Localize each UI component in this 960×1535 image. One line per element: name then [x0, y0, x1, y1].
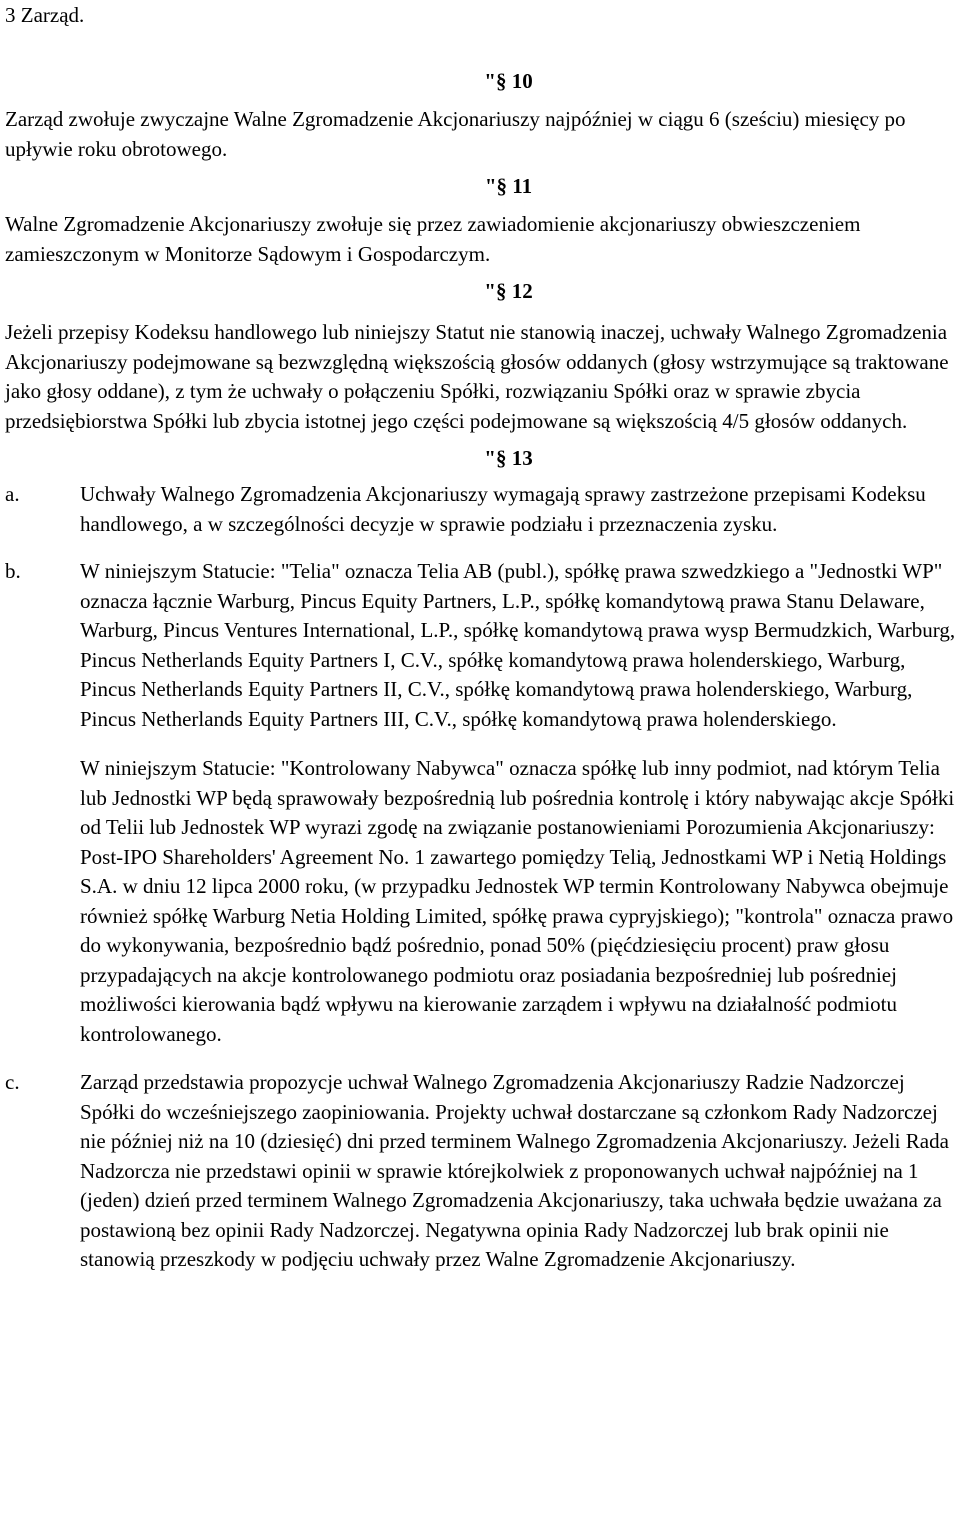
section-heading-11 — [5, 172, 957, 201]
heading-prefix: " — [484, 279, 496, 303]
section-13-list — [5, 480, 957, 734]
list-item-a-text: Uchwały Walnego Zgromadzenia Akcjonariuszy wymagają sprawy zastrzeżone przepisami Kodeksu handlowego, a w szczególności decyzje w sprawie podziału i przeznaczenia zysku. — [80, 482, 926, 536]
section-number: 11 — [512, 174, 533, 198]
list-marker-c: c. — [5, 1070, 20, 1094]
section-text-11: Walne Zgromadzenie Akcjonariuszy zwołuje się przez zawiadomienie akcjonariuszy obwieszczeniem zamieszczonym w Monitorze Sądowym i Gospodarczym. — [5, 212, 861, 266]
heading-prefix: " — [484, 446, 496, 470]
section-text-10: Zarząd zwołuje zwyczajne Walne Zgromadzenie Akcjonariuszy najpóźniej w ciągu 6 (sześciu) miesięcy po upływie roku obrotowego. — [5, 107, 906, 161]
section-number: 12 — [511, 279, 533, 303]
heading-prefix: " — [484, 174, 497, 198]
list-item-b — [5, 557, 957, 734]
section-symbol-icon: § — [495, 279, 507, 303]
section-number: 10 — [511, 69, 533, 93]
list-item-c — [5, 1068, 957, 1275]
document-page — [5, 0, 957, 1275]
list-item-a — [5, 480, 957, 539]
section-symbol-icon: § — [495, 446, 507, 470]
list-marker-a: a. — [5, 482, 20, 506]
section-symbol-icon: § — [495, 69, 507, 93]
section-heading-12 — [5, 277, 957, 306]
list-marker-b: b. — [5, 559, 21, 583]
chapter-heading: 3 Zarząd. — [5, 3, 85, 27]
heading-prefix: " — [484, 69, 496, 93]
section-symbol-icon: § — [496, 174, 508, 198]
section-text-12: Jeżeli przepisy Kodeksu handlowego lub niniejszy Statut nie stanowią inaczej, uchwały Walnego Zgromadzenia Akcjonariuszy podejmowane są bezwzględną większością głosów oddanych (głosy wstrzymujące są traktowane jako głosy oddane), z tym że uchwały o połączeniu Spółki, rozwiązaniu Spółki oraz w sprawie zbycia przedsiębiorstwa Spółki lub zbycia istotnej jego części podejmowane są większością 4/5 głosów oddanych. — [5, 320, 949, 433]
list-item-b-text: W niniejszym Statucie: "Telia" oznacza Telia AB (publ.), spółkę prawa szwedzkiego a "Jednostki WP" oznacza łącznie Warburg, Pincus Equity Partners, L.P., spółkę komandytową prawa Stanu Delaware, Warburg, Pincus Ventures International, L.P., spółkę komandytową prawa wysp Bermudzkich, Warburg, Pincus Netherlands Equity Partners I, C.V., spółkę komandytową prawa holenderskiego, Warburg, Pincus Netherlands Equity Partners II, C.V., spółkę komandytową prawa holenderskiego, Warburg, Pincus Netherlands Equity Partners III, C.V., spółkę komandytową prawa holenderskiego. — [80, 559, 956, 731]
section-number: 13 — [511, 446, 533, 470]
section-13-list-cont — [5, 1068, 957, 1275]
section-heading-13 — [5, 444, 957, 473]
section-heading-10 — [5, 67, 957, 96]
list-item-c-text: Zarząd przedstawia propozycje uchwał Walnego Zgromadzenia Akcjonariuszy Radzie Nadzorczej Spółki do wcześniejszego zaopiniowania. Projekty uchwał dostarczane są członkom Rady Nadzorczej nie później niż na 10 (dziesięć) dni przed terminem Walnego Zgromadzenia Akcjonariuszy. Jeżeli Rada Nadzorcza nie przedstawi opinii w sprawie którejkolwiek z proponowanych uchwał najpóźniej na 1 (jeden) dzień przed terminem Walnego Zgromadzenia Akcjonariuszy, taka uchwała będzie uważana za postawioną bez opinii Rady Nadzorczej. Negatywna opinia Rady Nadzorczej lub brak opinii nie stanowią przeszkody w podjęciu uchwały przez Walne Zgromadzenie Akcjonariuszy. — [80, 1070, 949, 1271]
list-item-b-continuation: W niniejszym Statucie: "Kontrolowany Nabywca" oznacza spółkę lub inny podmiot, nad którym Telia lub Jednostki WP będą sprawowały bezpośrednią lub pośrednia kontrolę i który nabywając akcje Spółki od Telii lub Jednostek WP wyrazi zgodę na związanie postanowieniami Porozumienia Akcjonariuszy: Post-IPO Shareholders' Agreement No. 1 zawartego pomiędzy Telią, Jednostkami WP i Netią Holdings S.A. w dniu 12 lipca 2000 roku, (w przypadku Jednostek WP termin Kontrolowany Nabywca obejmuje również spółkę Warburg Netia Holding Limited, spółkę prawa cypryjskiego); "kontrola" oznacza prawo do wykonywania, bezpośrednio bądź pośrednio, ponad 50% (pięćdziesięciu procent) praw głosu przypadających na akcje kontrolowanego podmiotu oraz posiadania bezpośredniej lub pośredniej możliwości kierowania bądź wpływu na kierowanie zarządem i wpływu na działalność podmiotu kontrolowanego. — [80, 756, 955, 1046]
